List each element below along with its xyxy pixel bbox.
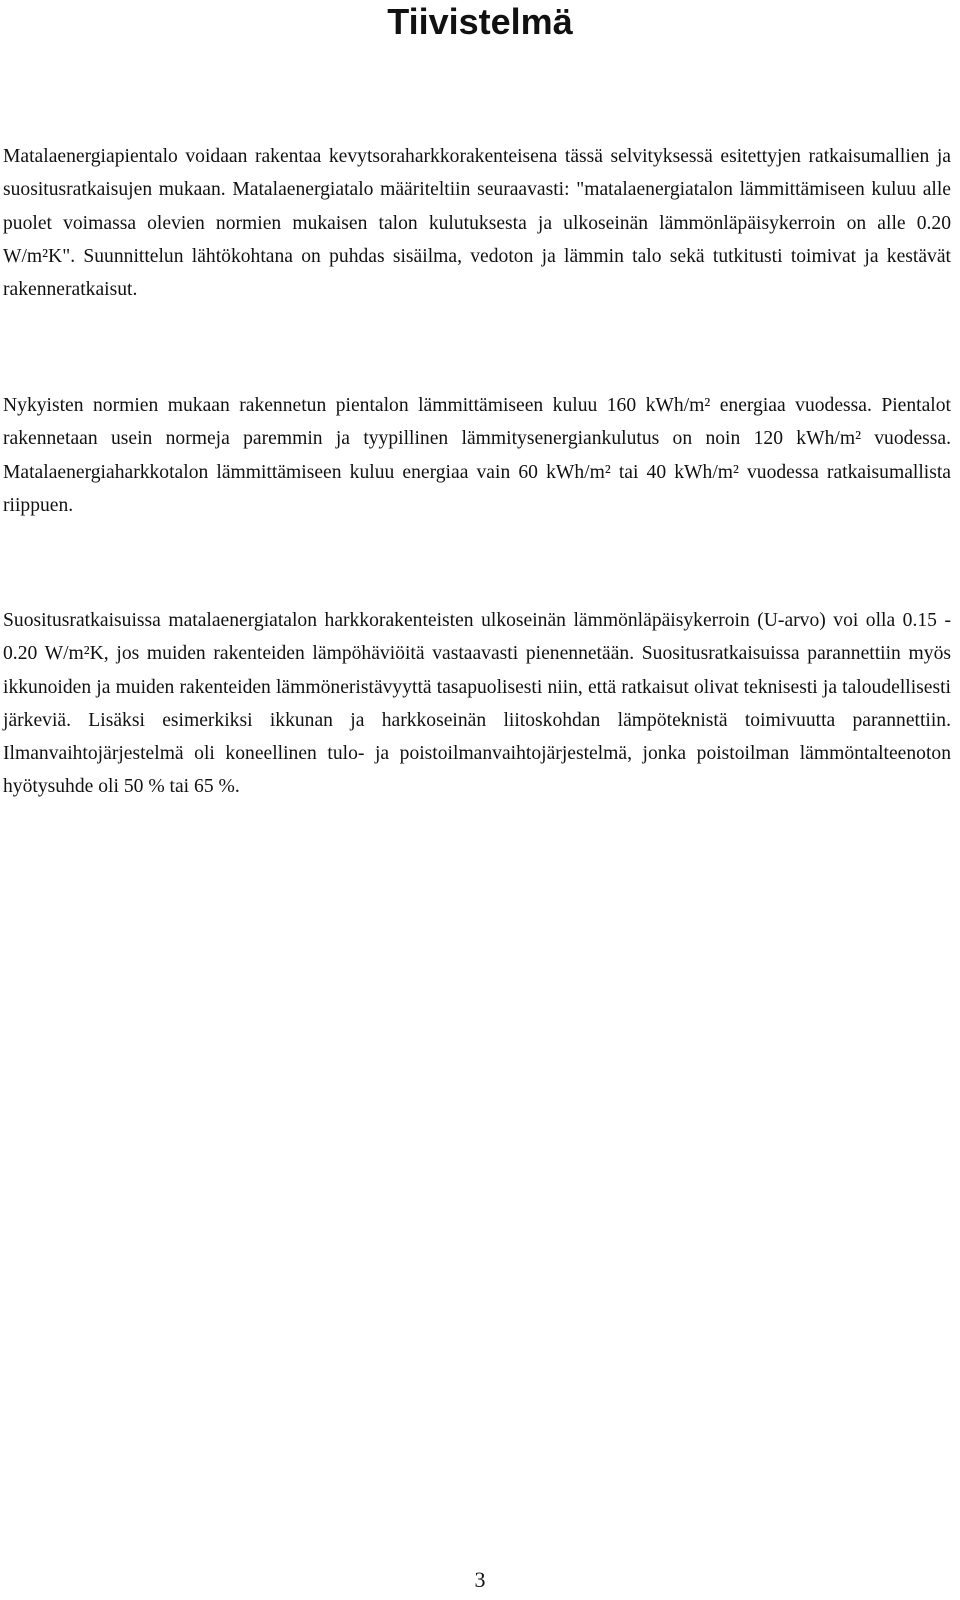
paragraph-recommendations: Suositusratkaisuissa matalaenergiatalon harkkorakenteisten ulkoseinän lämmönläpäisykerroin (U-arvo) voi olla 0.15 - 0.20 W/m²K, jos muiden rakenteiden lämpöhäviöitä vastaavasti pienennetään. Suositusratkaisuissa parannettiin myös ikkunoiden ja muiden rakenteiden lämmöneristävyyttä tasapuolisesti niin, että ratkaisut olivat teknisesti ja taloudellisesti järkeviä. Lisäksi esimerkiksi ikkunan ja harkkoseinän liitoskohdan lämpöteknistä toimivuutta parannettiin. Ilmanvaihtojärjestelmä oli koneellinen tulo- ja poistoilmanvaihtojärjestelmä, jonka poistoilman lämmöntalteenoton hyötysuhde oli 50 % tai 65 %.: [3, 610, 951, 798]
paragraph-energy-consumption: Nykyisten normien mukaan rakennetun pientalon lämmittämiseen kuluu 160 kWh/m² energiaa vuodessa. Pientalot rakennetaan usein normeja paremmin ja tyypillinen lämmitysenergiankulutus on noin 120 kWh/m² vuodessa. Matalaenergiaharkkotalon lämmittämiseen kuluu energiaa vain 60 kWh/m² tai 40 kWh/m² vuodessa ratkaisumallista riippuen.: [3, 395, 951, 516]
page-number: 3: [474, 1567, 486, 1592]
paragraph-summary: Matalaenergiapientalo voidaan rakentaa kevytsoraharkkorakenteisena tässä selvityksessä esitettyjen ratkaisumallien ja suositusratkaisujen mukaan. Matalaenergiatalo määriteltiin seuraavasti: "matalaenergiatalon lämmittämiseen kuluu alle puolet voimassa olevien normien mukaisen talon kulutuksesta ja ulkoseinän lämmönläpäisykerroin on alle 0.20 W/m²K". Suunnittelun lähtökohtana on puhdas sisäilma, vedoton ja lämmin talo sekä tutkitusti toimivat ja kestävät rakenneratkaisut.: [3, 146, 951, 301]
page-title: Tiivistelmä: [387, 1, 573, 42]
